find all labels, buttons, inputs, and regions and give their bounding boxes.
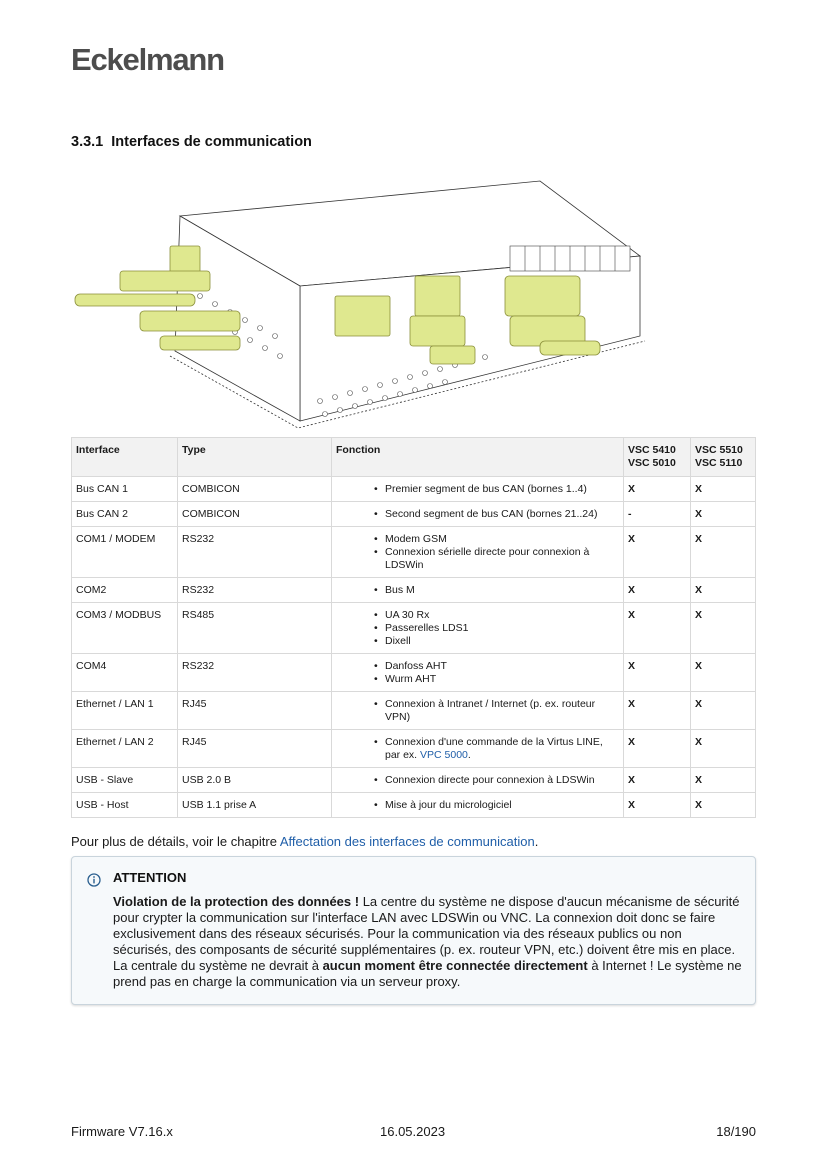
- cell-interface: COM1 / MODEM: [72, 527, 178, 578]
- cell-vsc5410: X: [624, 768, 691, 793]
- connector-left-1: [170, 246, 200, 274]
- cell-vsc5410: X: [624, 793, 691, 818]
- cell-vsc5410: X: [624, 730, 691, 768]
- cell-type: RS232: [178, 578, 332, 603]
- details-prefix: Pour plus de détails, voir le chapitre: [71, 834, 280, 849]
- cell-type: RS232: [178, 654, 332, 692]
- attention-box: [71, 856, 756, 1005]
- function-text: Passerelles LDS1: [385, 622, 469, 634]
- function-item: [374, 698, 619, 724]
- function-list: [336, 483, 619, 496]
- table-body: [72, 477, 756, 818]
- cell-vsc5510: X: [691, 477, 756, 502]
- function-list: [336, 799, 619, 812]
- function-text: Danfoss AHT: [385, 660, 447, 672]
- function-item: [374, 508, 619, 521]
- table-row: [72, 603, 756, 654]
- col-header-interface: Interface: [72, 438, 178, 477]
- cell-vsc5410: X: [624, 654, 691, 692]
- connector-dsub-3: [540, 341, 600, 355]
- function-text: Dixell: [385, 635, 411, 647]
- device-illustration: [70, 176, 650, 436]
- cell-vsc5510: X: [691, 603, 756, 654]
- cell-fonction: [332, 768, 624, 793]
- attention-title: ATTENTION: [113, 870, 187, 885]
- cell-interface: COM2: [72, 578, 178, 603]
- attention-body: [113, 894, 743, 990]
- function-text: Premier segment de bus CAN (bornes 1..4): [385, 483, 587, 495]
- function-link-suffix: .: [467, 749, 471, 761]
- function-text: UA 30 Rx: [385, 609, 430, 621]
- terminal-block: [510, 246, 630, 271]
- function-list: [336, 609, 619, 648]
- cell-fonction: [332, 603, 624, 654]
- cell-vsc5510: X: [691, 793, 756, 818]
- function-item: [374, 799, 619, 812]
- function-text: Wurm AHT: [385, 673, 437, 685]
- cell-vsc5510: X: [691, 527, 756, 578]
- connector-combicon-2: [415, 276, 460, 316]
- cell-fonction: [332, 477, 624, 502]
- function-item: [374, 660, 619, 673]
- function-item: [374, 774, 619, 787]
- cell-interface: Bus CAN 1: [72, 477, 178, 502]
- function-text: Mise à jour du micrologiciel: [385, 799, 512, 811]
- function-item: [374, 533, 619, 546]
- function-item: [374, 483, 619, 496]
- function-list: [336, 774, 619, 787]
- footer-page-number: 18/190: [716, 1124, 756, 1139]
- function-list: [336, 660, 619, 686]
- attention-bold-lead: Violation de la protection des données !: [113, 894, 360, 909]
- cell-interface: USB - Slave: [72, 768, 178, 793]
- cell-vsc5410: X: [624, 692, 691, 730]
- cell-vsc5410: X: [624, 578, 691, 603]
- table-header-row: [72, 438, 756, 477]
- table-row: [72, 578, 756, 603]
- table-row: [72, 527, 756, 578]
- cell-type: RS485: [178, 603, 332, 654]
- cell-vsc5510: X: [691, 654, 756, 692]
- cell-fonction: [332, 527, 624, 578]
- cell-fonction: [332, 793, 624, 818]
- cell-vsc5510: X: [691, 692, 756, 730]
- connector-rs232-2: [430, 346, 475, 364]
- function-list: [336, 508, 619, 521]
- connector-left-3: [75, 294, 195, 306]
- function-list: [336, 533, 619, 572]
- cell-type: RS232: [178, 527, 332, 578]
- function-item: [374, 673, 619, 686]
- connector-left-5: [160, 336, 240, 350]
- cell-vsc5410: X: [624, 477, 691, 502]
- connector-rs232-1: [410, 316, 465, 346]
- function-item: [374, 622, 619, 635]
- cell-type: RJ45: [178, 692, 332, 730]
- table-row: [72, 768, 756, 793]
- attention-bold-mid: aucun moment être connectée directement: [322, 958, 588, 973]
- cell-interface: Bus CAN 2: [72, 502, 178, 527]
- table-row: [72, 692, 756, 730]
- details-link[interactable]: Affectation des interfaces de communication: [279, 834, 535, 849]
- table-row: [72, 654, 756, 692]
- table-row: [72, 477, 756, 502]
- function-list: [336, 736, 619, 762]
- function-text: Connexion directe pour connexion à LDSWin: [385, 774, 595, 786]
- section-heading: [71, 134, 312, 150]
- connector-combicon-1: [335, 296, 390, 336]
- function-list: [336, 584, 619, 597]
- col-header-vsc5410: VSC 5410 VSC 5010: [624, 438, 691, 477]
- company-logo: Eckelmann: [71, 42, 224, 77]
- function-item: [374, 635, 619, 648]
- function-text: Connexion d'une commande de la Virtus LINE, par ex.: [385, 736, 603, 761]
- cell-interface: COM3 / MODBUS: [72, 603, 178, 654]
- footer-date: 16.05.2023: [380, 1124, 446, 1139]
- section-title-text: Interfaces de communication: [111, 134, 312, 150]
- cell-fonction: [332, 654, 624, 692]
- attention-text-2: à Internet ! Le système ne prend pas en charge la communication via un serveur proxy.: [113, 958, 742, 989]
- function-item: [374, 609, 619, 622]
- cell-vsc5510: X: [691, 730, 756, 768]
- function-text: Modem GSM: [385, 533, 447, 545]
- details-suffix: .: [534, 834, 539, 849]
- function-link[interactable]: VPC 5000: [420, 749, 468, 761]
- cell-interface: COM4: [72, 654, 178, 692]
- connector-dsub-1: [505, 276, 580, 316]
- section-number: 3.3.1: [71, 134, 104, 150]
- function-item: [374, 584, 619, 597]
- cell-vsc5410: X: [624, 527, 691, 578]
- function-text: Connexion sérielle directe pour connexion à LDSWin: [385, 546, 590, 571]
- interfaces-table: [71, 437, 756, 818]
- cell-fonction: [332, 730, 624, 768]
- cell-type: USB 2.0 B: [178, 768, 332, 793]
- function-list: [336, 698, 619, 724]
- table-row: [72, 730, 756, 768]
- cell-type: COMBICON: [178, 477, 332, 502]
- cell-interface: Ethernet / LAN 2: [72, 730, 178, 768]
- footer-firmware: Firmware V7.16.x: [71, 1124, 173, 1139]
- col-header-type: Type: [178, 438, 332, 477]
- cell-interface: Ethernet / LAN 1: [72, 692, 178, 730]
- connector-left-2: [120, 271, 210, 291]
- table-row: [72, 793, 756, 818]
- details-paragraph: [71, 834, 538, 849]
- attention-text-1: La centre du système ne dispose d'aucun mécanisme de sécurité pour crypter la communication sur l'interface LAN avec LDSWin ou VNC. La connexion doit donc se faire exclusivement dans des réseaux sécurisés. Pour la communication via des réseaux publics ou non sécurisés, des composants de sécurité supplémentaires (p. ex. routeur VPN, etc.) doivent être mis en place. La centrale du système ne devrait à: [113, 894, 740, 973]
- function-item: [374, 736, 619, 762]
- cell-vsc5510: X: [691, 578, 756, 603]
- function-text: Connexion à Intranet / Internet (p. ex. routeur VPN): [385, 698, 596, 723]
- function-item: [374, 546, 619, 572]
- cell-vsc5410: X: [624, 603, 691, 654]
- cell-fonction: [332, 578, 624, 603]
- cell-fonction: [332, 692, 624, 730]
- table-row: [72, 502, 756, 527]
- connector-left-4: [140, 311, 240, 331]
- cell-type: COMBICON: [178, 502, 332, 527]
- info-icon: [87, 873, 101, 887]
- cell-vsc5410: -: [624, 502, 691, 527]
- function-text: Second segment de bus CAN (bornes 21..24): [385, 508, 598, 520]
- col-header-vsc5510: VSC 5510 VSC 5110: [691, 438, 756, 477]
- cell-type: RJ45: [178, 730, 332, 768]
- function-text: Bus M: [385, 584, 415, 596]
- col-header-fonction: Fonction: [332, 438, 624, 477]
- cell-fonction: [332, 502, 624, 527]
- cell-type: USB 1.1 prise A: [178, 793, 332, 818]
- cell-vsc5510: X: [691, 502, 756, 527]
- cell-vsc5510: X: [691, 768, 756, 793]
- cell-interface: USB - Host: [72, 793, 178, 818]
